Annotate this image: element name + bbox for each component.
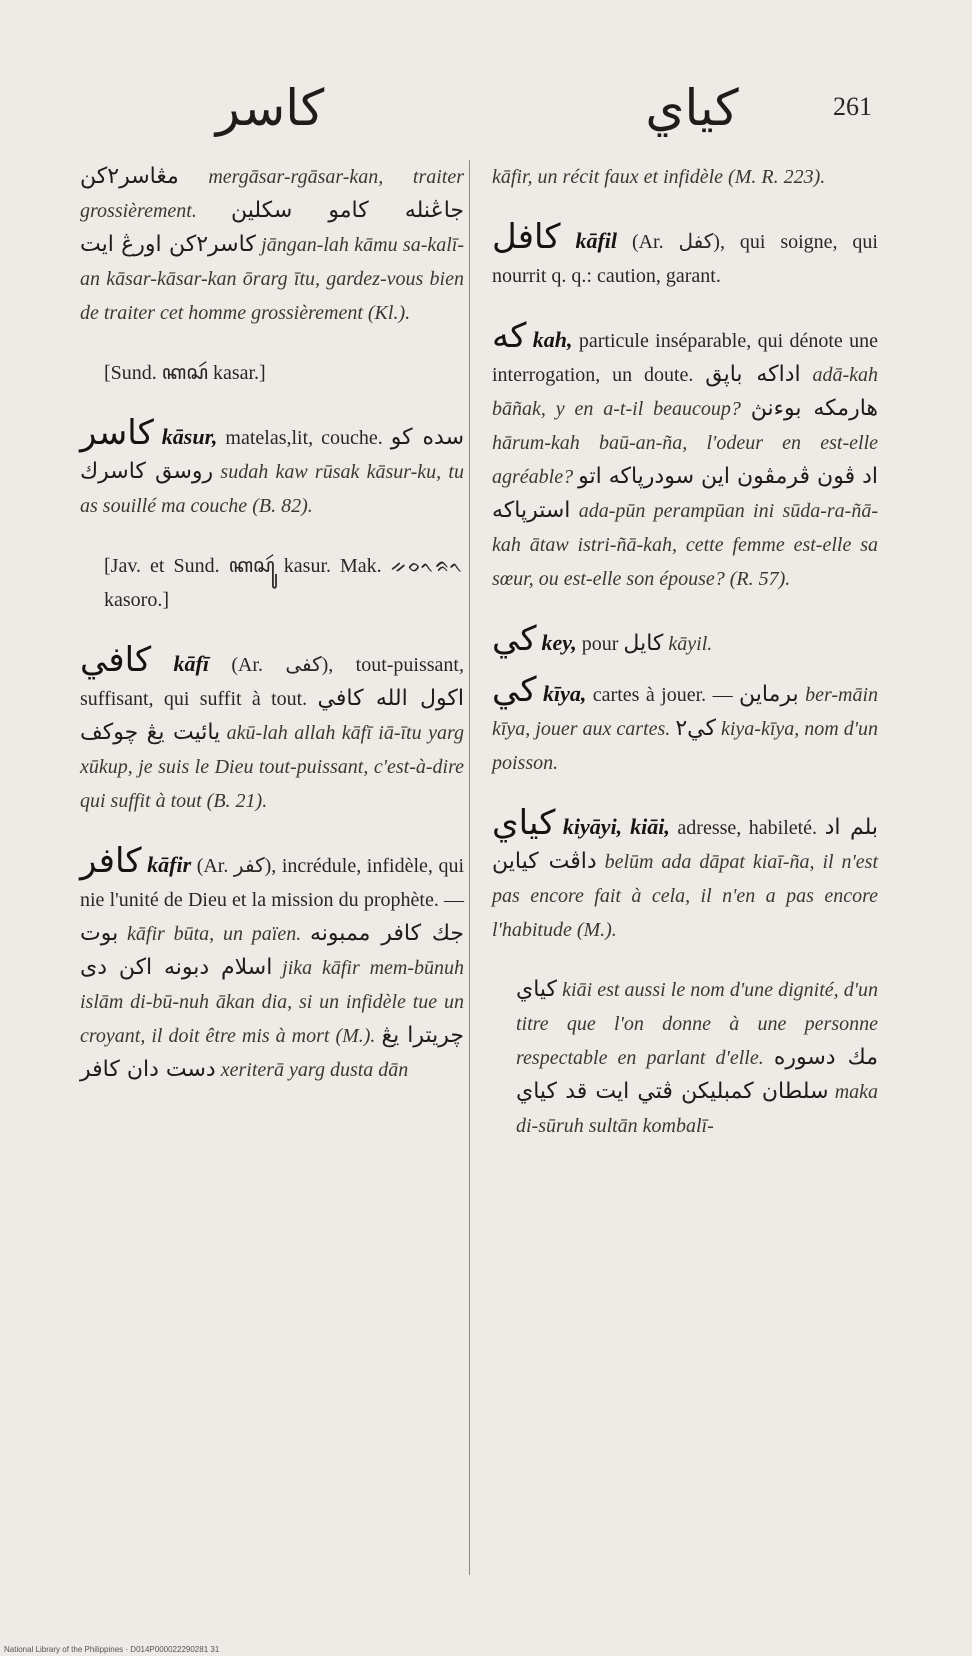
page-number: 261 <box>833 92 872 121</box>
definition: (Ar. كفى), tout-puissant, suffisant, qui suffit à tout. <box>80 654 464 710</box>
example-text: adā-kah bāñak, y en a-t-il beaucoup? <box>492 364 878 420</box>
definition: adresse, habileté. <box>677 817 818 839</box>
example-arabic: اد ڤون ڤرمڤون اين سودرڽاكه اتو استرڽاكه <box>492 464 878 523</box>
definition: cartes à jouer. — <box>592 684 733 706</box>
definition: particule inséparable, qui dénote une interrogation, un doute. <box>492 330 878 386</box>
headword-arabic: كاسر <box>80 413 154 453</box>
example-arabic: بلم اد داڤت كياين <box>492 815 879 874</box>
headword-arabic: كافي <box>80 640 152 680</box>
continuation <box>492 160 878 194</box>
example-text: kiya-kīya, nom d'un poisson. <box>492 718 879 774</box>
entry-kafi <box>80 640 464 818</box>
headword: kāfir <box>147 852 192 877</box>
headword-arabic: كافل <box>492 217 561 257</box>
example-text: jika kāfir mem-būnuh islām di-bū-nuh ākan dia, si un infidèle tue un croyant, il doit être mis à mort (M.). <box>80 957 465 1047</box>
example-arabic: هارمكه بوءنڽ <box>750 396 879 421</box>
example-text: hārum-kah baū-an-ña, l'odeur en est-elle agréable? <box>492 432 878 488</box>
headword: kīya, <box>542 681 587 706</box>
example-arabic: كي٢ <box>675 716 716 741</box>
example-text: kāfir būta, un païen. <box>127 923 302 945</box>
example-arabic: جك كافر ممبونه اسلام دبونه اكن دى <box>80 921 465 980</box>
entry-kasur <box>80 413 465 523</box>
right-column <box>492 160 878 1169</box>
scan-footer: National Library of the Philippines · D014P000022290281 31 <box>4 1645 220 1654</box>
example-arabic: جاڠنله كامو سكلين كاسر٢كن اورڠ ايت <box>80 198 465 257</box>
example-arabic: برماين <box>739 682 799 707</box>
headword: kiyāyi, kiāi, <box>562 814 670 839</box>
example-text: maka di-sūruh sultān kombalī- <box>516 1081 879 1137</box>
arabic-script: مڠاسر٢كن <box>80 164 179 189</box>
example-text: akū-lah allah kāfī iā-ītu yarg xūkup, je suis le Dieu tout-puissant, c'est-à-dire qui suffit à tout (B. 21). <box>80 722 464 812</box>
headword: key, <box>541 630 577 655</box>
etymology-note: [Sund. ꦏꦱꦂ kasar.] <box>104 362 266 384</box>
headword: kāfil <box>575 228 618 253</box>
example-text: jāngan-lah kāmu sa-kalī-an kāsar-kāsar-kan ōrarg ītu, gardez-vous bien de traiter cet homme grossièrement (Kl.). <box>80 234 465 324</box>
example-text: sudah kaw rūsak kāsur-ku, tu as souillé ma couche (B. 82). <box>80 461 464 517</box>
entry-mengasar <box>80 160 464 330</box>
example-text: kiāi est aussi le nom d'une dignité, d'un titre que l'on donne à une personne respectable en parlant d'elle. <box>516 979 879 1069</box>
entry-text: mergāsar-rgāsar-kan, traiter grossièrement. <box>80 166 465 222</box>
headword-arabic: كي <box>492 670 537 710</box>
headword: kāfī <box>173 651 209 676</box>
example-arabic: اكول الله كافي يائيت يڠ چوكف <box>80 686 464 745</box>
headword-arabic: كي <box>492 619 537 659</box>
example-arabic: سده كو روسق كاسرك <box>80 425 465 484</box>
example-arabic: اداكه باڽق <box>705 362 801 387</box>
example-arabic: مك دسوره سلطان كمبليكن ڤتي ايت قد كياي <box>516 1045 878 1104</box>
example-text: xeriterā yarg dusta dān <box>220 1059 409 1081</box>
definition: (Ar. كفر), incrédule, infidèle, qui nie l'unité de Dieu et la mission du prophète. — <box>80 855 464 911</box>
entry-kiyayi <box>492 803 879 947</box>
continuation-text: kāfir, un récit faux et infidèle (M. R. 223). <box>492 166 826 188</box>
entry-kafil <box>492 217 878 293</box>
example-arabic: بوت <box>80 921 119 946</box>
right-running-headword: كياي <box>645 79 739 137</box>
headword: kāsur, <box>161 424 218 449</box>
headword-arabic: كه <box>492 316 527 356</box>
headword: kah, <box>532 327 573 352</box>
example-arabic: كياي <box>516 977 558 1002</box>
definition: pour <box>581 633 619 655</box>
example-arabic: چريترا يڠ دست دان كافر <box>80 1023 465 1082</box>
entry-key <box>492 619 878 661</box>
entry-kiya <box>492 670 879 780</box>
example-text: ber-māin kīya, jouer aux cartes. <box>492 684 879 740</box>
reference-arabic: كايل <box>623 631 664 656</box>
entry-kah <box>492 316 879 596</box>
reference-text: kāyil. <box>668 633 713 655</box>
headword-arabic: كافر <box>80 841 142 881</box>
example-text: ada-pūn perampūan ini sūda-ra-ñā-kah ātaw istri-ñā-kah, cette femme est-elle sa sœur, ou est-elle son épouse? (R. 57). <box>492 500 878 590</box>
etymology-note: [Jav. et Sund. ꦏꦱꦸꦂ kasur. Mak. ᨀᨔᨚᨑᨚ kasoro.] <box>104 555 464 611</box>
left-column <box>80 160 464 1113</box>
entry-kafir <box>80 841 465 1087</box>
headword-arabic: كياي <box>492 803 556 843</box>
definition: (Ar. كفل), qui soigne, qui nourrit q. q.: caution, garant. <box>492 231 878 287</box>
definition: matelas,lit, couche. <box>225 427 383 449</box>
left-running-headword: كاسر <box>215 79 325 137</box>
entry-kiai-note <box>492 973 878 1143</box>
example-text: belūm ada dāpat kiaī-ña, il n'est pas encore fait à cela, il n'en a pas encore l'habitude (M.). <box>492 851 878 941</box>
column-divider <box>469 160 470 1575</box>
